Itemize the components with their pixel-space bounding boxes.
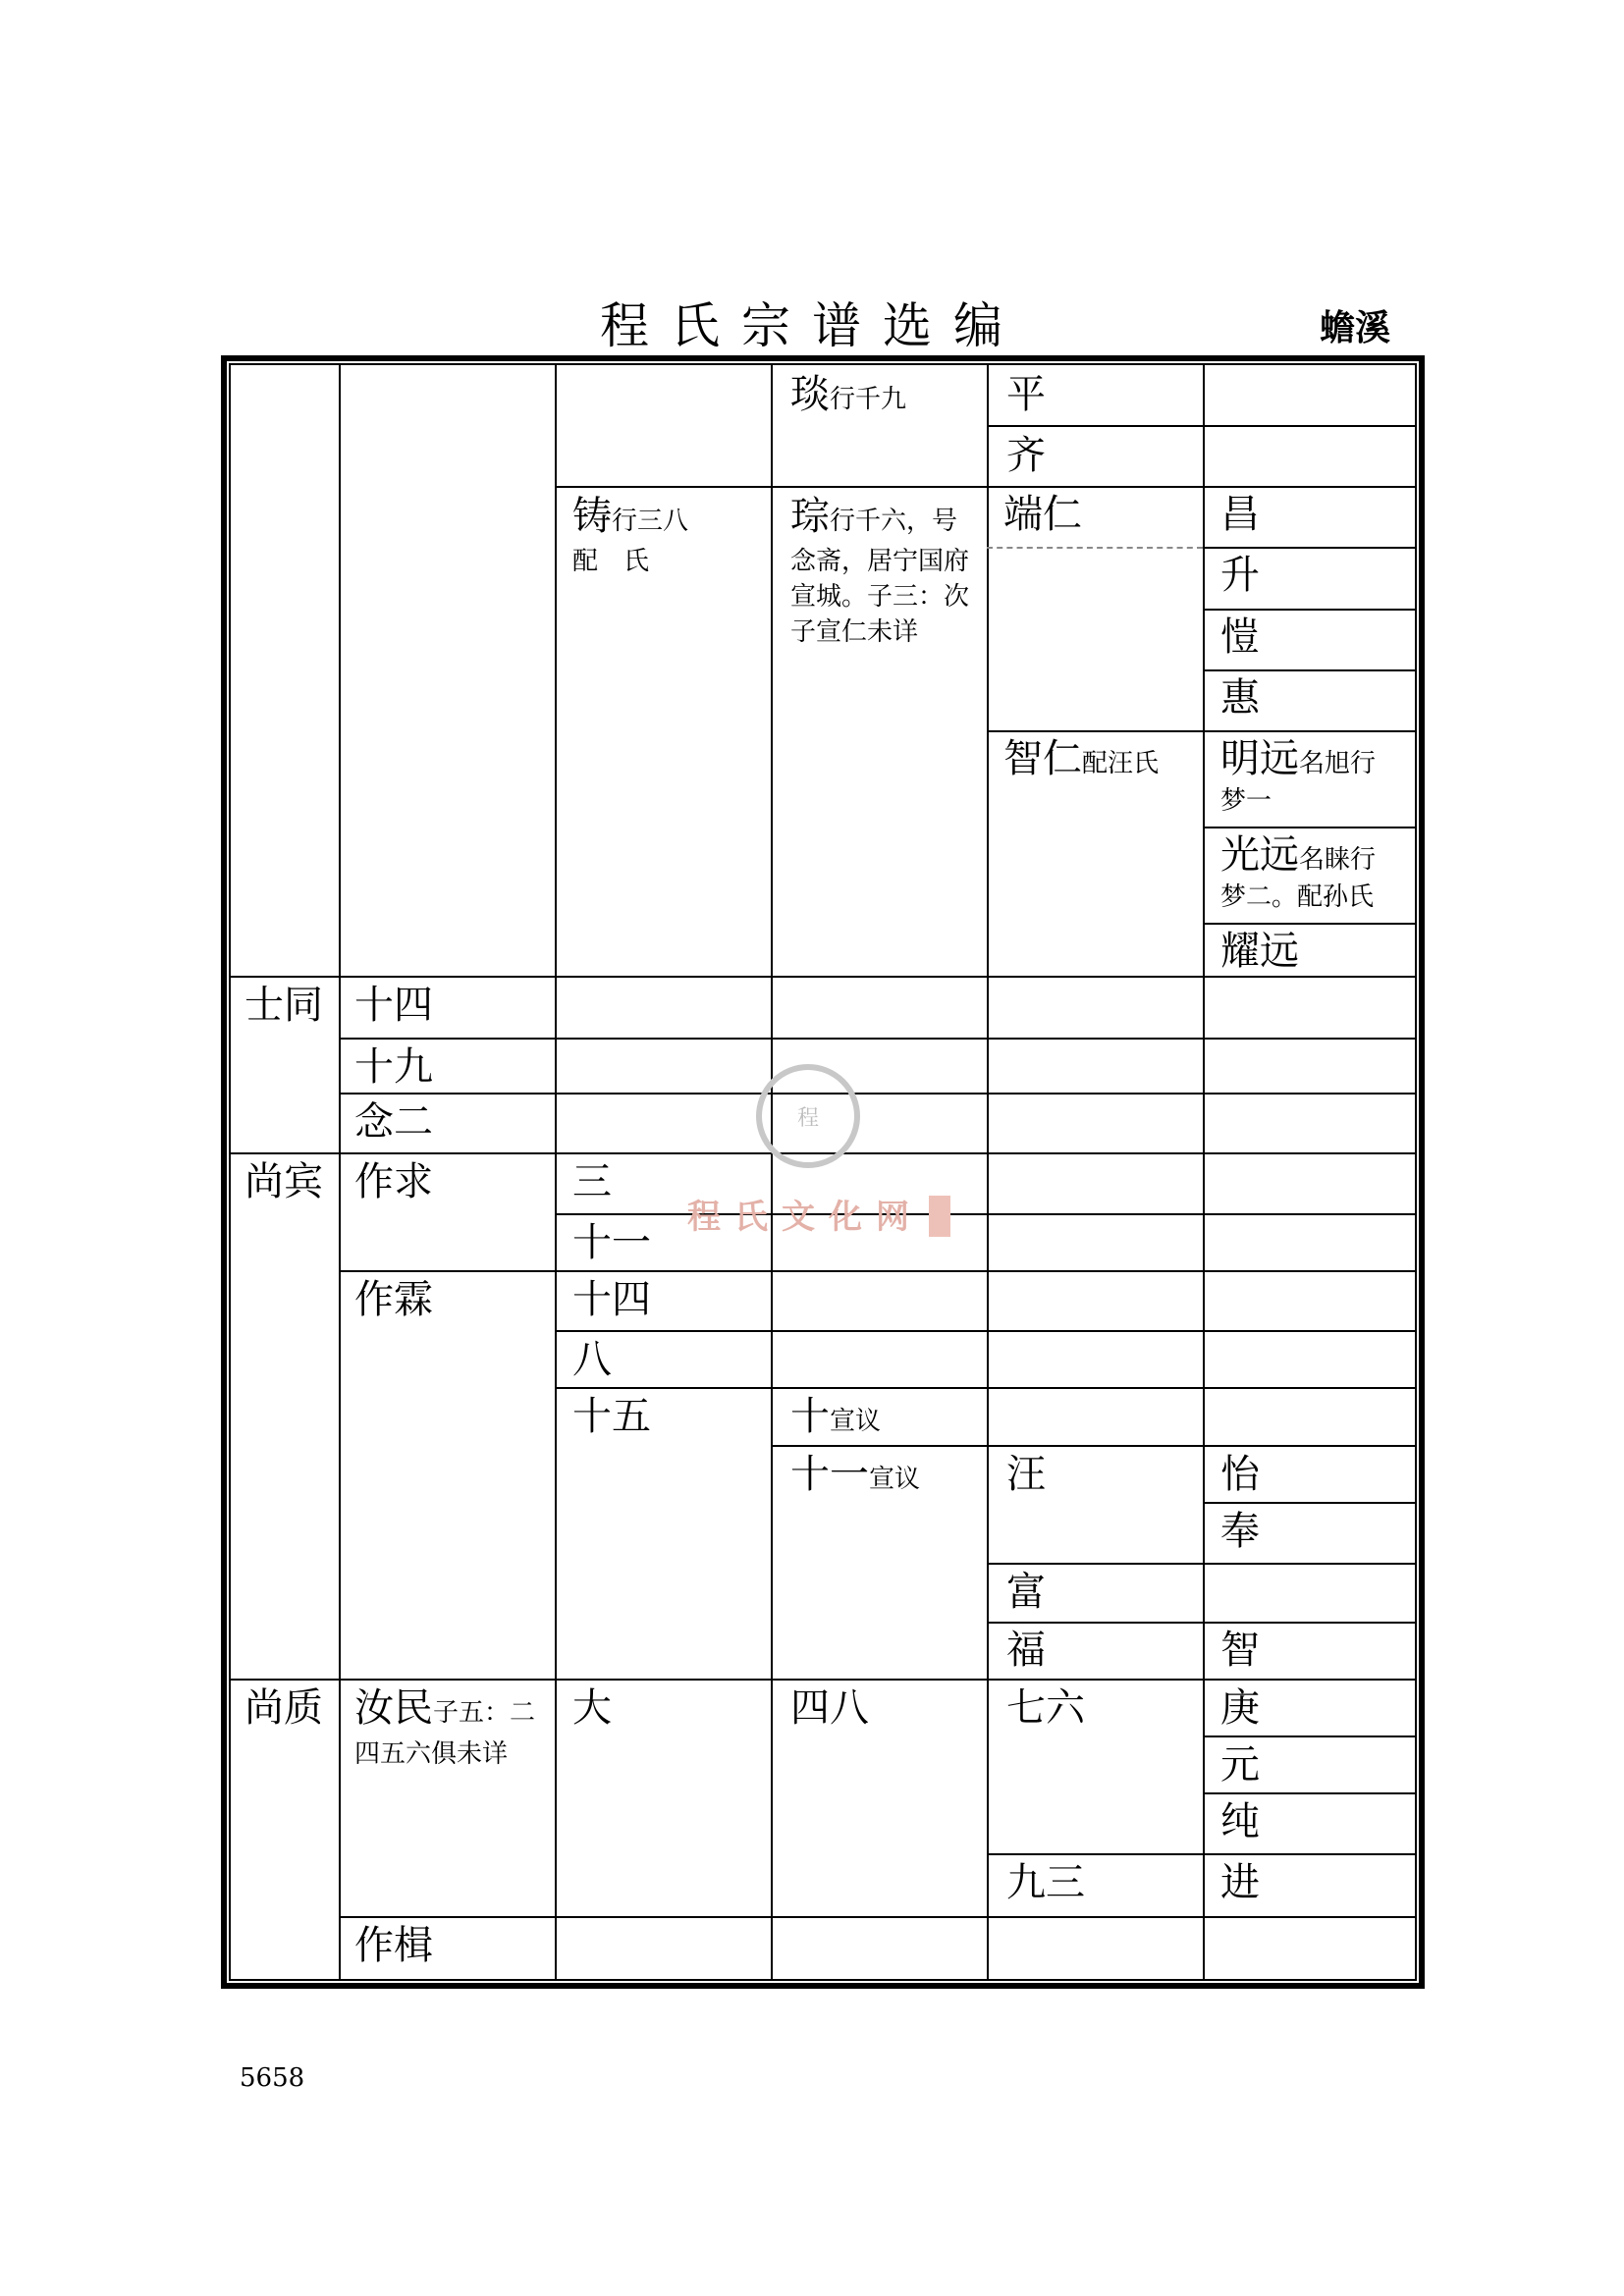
row-line — [555, 1387, 1417, 1389]
cell-mingyuan-note-line2: 梦一 — [1220, 786, 1272, 816]
row-line — [1203, 609, 1417, 611]
cell-yaoyuan: 耀远 — [1220, 929, 1299, 974]
cell-fu-b: 福 — [1006, 1628, 1046, 1673]
cell-ping: 平 — [1006, 372, 1046, 417]
cell-mingyuan: 明远名旭行 — [1220, 736, 1377, 781]
row-line — [987, 1853, 1417, 1855]
cell-zhi: 智 — [1220, 1628, 1260, 1673]
cell-shangzhi: 尚质 — [244, 1685, 323, 1731]
cell-ba: 八 — [572, 1337, 612, 1382]
row-line — [1203, 547, 1417, 549]
cell-sheng: 升 — [1220, 553, 1260, 598]
watermark-seal-icon: 程 — [756, 1064, 860, 1168]
cell-zuoji: 作楫 — [354, 1923, 433, 1968]
cell-shi: 十宣议 — [790, 1394, 882, 1439]
cell-shiyi-b: 十一宣议 — [790, 1452, 921, 1497]
page-title: 程氏宗谱选编 — [600, 297, 1024, 354]
row-line — [555, 486, 1417, 488]
cell-chun: 纯 — [1220, 1799, 1260, 1844]
cell-cong-note-line3: 宣城。子三：次 — [790, 582, 970, 612]
col-line-5 — [1203, 363, 1205, 1981]
row-line — [339, 1916, 1417, 1918]
col-line-1 — [339, 363, 341, 1981]
col-line-2 — [555, 363, 557, 1981]
cell-shangbin: 尚宾 — [244, 1159, 323, 1204]
cell-shiwu: 十五 — [572, 1394, 651, 1439]
row-line — [771, 1445, 1417, 1447]
row-line — [1203, 1735, 1417, 1737]
row-line — [555, 1213, 1417, 1215]
cell-jiusan: 九三 — [1006, 1860, 1085, 1905]
col-line-3 — [771, 363, 773, 1981]
cell-qi: 齐 — [1006, 433, 1046, 478]
cell-nianer: 念二 — [354, 1099, 433, 1145]
row-line — [1203, 1792, 1417, 1794]
cell-fu-a: 富 — [1006, 1570, 1046, 1615]
cell-zuoqiu: 作求 — [354, 1159, 433, 1204]
cell-cong-note-line2: 念斋，居宁国府 — [790, 547, 970, 576]
cell-chang: 昌 — [1220, 492, 1260, 537]
watermark-stamp-icon — [929, 1196, 950, 1237]
row-line — [1203, 827, 1417, 828]
cell-cong: 琮行千六，号 — [790, 494, 958, 539]
cell-zuolin: 作霖 — [354, 1277, 433, 1322]
cell-siba: 四八 — [790, 1685, 869, 1731]
row-line — [229, 976, 1417, 978]
cell-rumin-note-line2: 四五六俱未详 — [354, 1739, 509, 1769]
cell-san: 三 — [572, 1159, 612, 1204]
cell-rumin: 汝民子五：二 — [354, 1685, 536, 1731]
cell-tan: 琰行千九 — [790, 372, 907, 417]
cell-hui: 惠 — [1220, 675, 1260, 721]
row-line — [987, 425, 1417, 427]
cell-cong-note-line4: 子宣仁未详 — [790, 617, 919, 647]
cell-shijiu: 十九 — [354, 1044, 433, 1090]
row-line — [339, 1270, 1417, 1272]
row-line — [555, 1330, 1417, 1332]
cell-zhu: 铸行三八 — [572, 494, 689, 539]
row-line — [339, 1093, 1417, 1095]
row-line-dashed — [987, 547, 1203, 549]
row-line — [1203, 923, 1417, 925]
cell-zhu-spouse: 配 氏 — [572, 547, 650, 576]
cell-feng: 奉 — [1220, 1509, 1260, 1554]
cell-guangyuan-note-line2: 梦二。配孙氏 — [1220, 882, 1375, 912]
row-line — [987, 1563, 1417, 1565]
region-label: 蟾溪 — [1320, 308, 1391, 348]
row-line — [987, 730, 1417, 732]
page-number: 5658 — [240, 2063, 305, 2093]
cell-yuan: 元 — [1220, 1742, 1260, 1788]
cell-kai: 愷 — [1220, 614, 1260, 660]
cell-guangyuan: 光远名睐行 — [1220, 832, 1377, 878]
cell-shisi-b: 十四 — [572, 1277, 651, 1322]
cell-wang: 汪 — [1006, 1452, 1046, 1497]
cell-yi: 怡 — [1220, 1452, 1260, 1497]
cell-da: 大 — [572, 1685, 612, 1731]
cell-zhiren: 智仁配汪氏 — [1003, 736, 1160, 781]
row-line — [229, 1679, 1417, 1681]
watermark-text: 程氏文化网 — [687, 1198, 923, 1237]
cell-jin: 进 — [1220, 1860, 1260, 1905]
cell-shiyi-a: 十一 — [572, 1220, 651, 1265]
col-line-4 — [987, 363, 989, 1981]
cell-qiliu: 七六 — [1006, 1685, 1085, 1731]
row-line — [1203, 1502, 1417, 1504]
row-line — [987, 1622, 1417, 1624]
cell-duanren: 端仁 — [1003, 492, 1082, 537]
row-line — [1203, 669, 1417, 671]
cell-shitong: 士同 — [244, 983, 323, 1028]
cell-shisi-a: 十四 — [354, 983, 433, 1028]
row-line — [339, 1038, 1417, 1040]
cell-geng: 庚 — [1220, 1685, 1260, 1731]
